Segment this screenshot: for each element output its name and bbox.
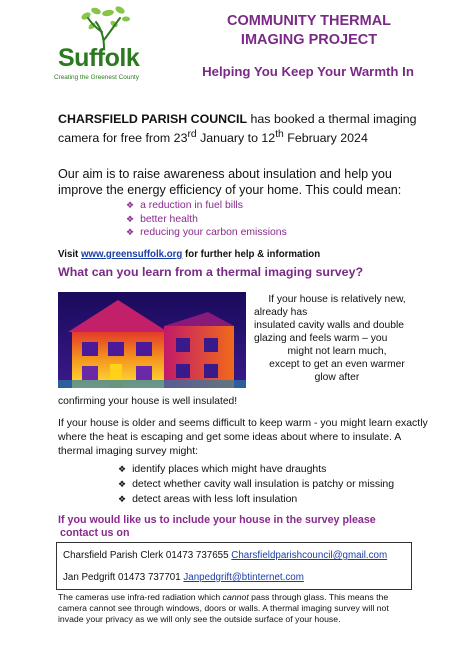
suffolk-logo: [52, 4, 164, 86]
page-tagline: Helping You Keep Your Warmth In: [202, 64, 414, 79]
intro-text-2: January to 12: [196, 131, 276, 146]
contact-jan-text: Jan Pedgrift 01473 737701: [63, 572, 184, 583]
survey-heading: What can you learn from a thermal imaging survey?: [58, 265, 364, 279]
contact-clerk-text: Charsfield Parish Clerk 01473 737655: [63, 550, 232, 561]
list-item: ❖ better health: [126, 213, 287, 227]
intro-paragraph: [58, 111, 430, 146]
visit-line: [58, 249, 320, 260]
page-title: [178, 12, 440, 50]
footer-text-b: pass through glass. This means the camera cannot see through windows, doors or walls. A thermal imaging survey will not invade your privacy as we will only see the outside surface of your house.: [58, 592, 389, 624]
side-line: glazing and feels warm – you: [254, 333, 388, 344]
footer-text-a: The cameras use infra-red radiation which: [58, 592, 223, 602]
side-line: insulated cavity walls and double: [254, 320, 404, 331]
older-house-paragraph: If your house is older and seems difficult to keep warm - you might learn exactly where the heat is escaping and get some ideas about where to insulate. A thermal imaging survey might:: [58, 417, 428, 457]
thermal-house-image: [58, 292, 246, 388]
visit-prefix: Visit: [58, 249, 81, 260]
title-line-2: IMAGING PROJECT: [240, 32, 378, 48]
logo-tagline: Creating the Greenest County: [54, 74, 139, 81]
side-line: already has: [254, 307, 308, 318]
clerk-email-link[interactable]: Charsfieldparishcouncil@gmail.com: [231, 550, 388, 561]
side-line: glow after: [314, 372, 360, 383]
aim-paragraph: Our aim is to raise awareness about insulation and help you improve the energy efficiency of your home. This could mean:: [58, 167, 402, 197]
jan-email-link[interactable]: Janpedgrift@btinternet.com: [183, 572, 304, 583]
benefits-list: [126, 199, 287, 240]
intro-sup-1: rd: [187, 129, 197, 140]
confirm-line: confirming your house is well insulated!: [58, 396, 238, 407]
intro-text-1: has booked a thermal imaging camera for free from 23: [58, 112, 417, 146]
list-item: ❖ detect areas with less loft insulation: [118, 492, 394, 507]
contact-clerk: [63, 550, 387, 561]
list-item: ❖ reducing your carbon emissions: [126, 226, 287, 240]
contact-box: [56, 542, 412, 590]
logo-wordmark: Suffolk: [58, 44, 140, 72]
call-to-action: [58, 514, 398, 540]
title-line-1: COMMUNITY THERMAL: [226, 13, 392, 29]
side-line: If your house is relatively new,: [268, 294, 406, 305]
list-item: ❖ a reduction in fuel bills: [126, 199, 287, 213]
list-item: ❖ identify places which might have draughts: [118, 462, 394, 477]
cta-line-2: contact us on: [60, 527, 130, 539]
greensuffolk-link[interactable]: www.greensuffolk.org: [80, 249, 183, 260]
contact-jan: [63, 572, 304, 583]
footer-note: [58, 592, 394, 625]
new-house-text: [254, 293, 420, 384]
survey-benefits-list: [118, 462, 394, 507]
parish-council-name: CHARSFIELD PARISH COUNCIL: [58, 112, 248, 126]
side-line: might not learn much,: [287, 346, 387, 357]
side-line: except to get an even warmer: [269, 359, 405, 370]
list-item: ❖ detect whether cavity wall insulation is patchy or missing: [118, 477, 394, 492]
intro-text-3: February 2024: [283, 131, 368, 146]
intro-sup-2: th: [275, 129, 284, 140]
visit-suffix: for further help & information: [182, 249, 321, 260]
footer-emphasis: cannot: [222, 592, 249, 602]
cta-line-1: If you would like us to include your house in the survey please: [58, 514, 376, 526]
